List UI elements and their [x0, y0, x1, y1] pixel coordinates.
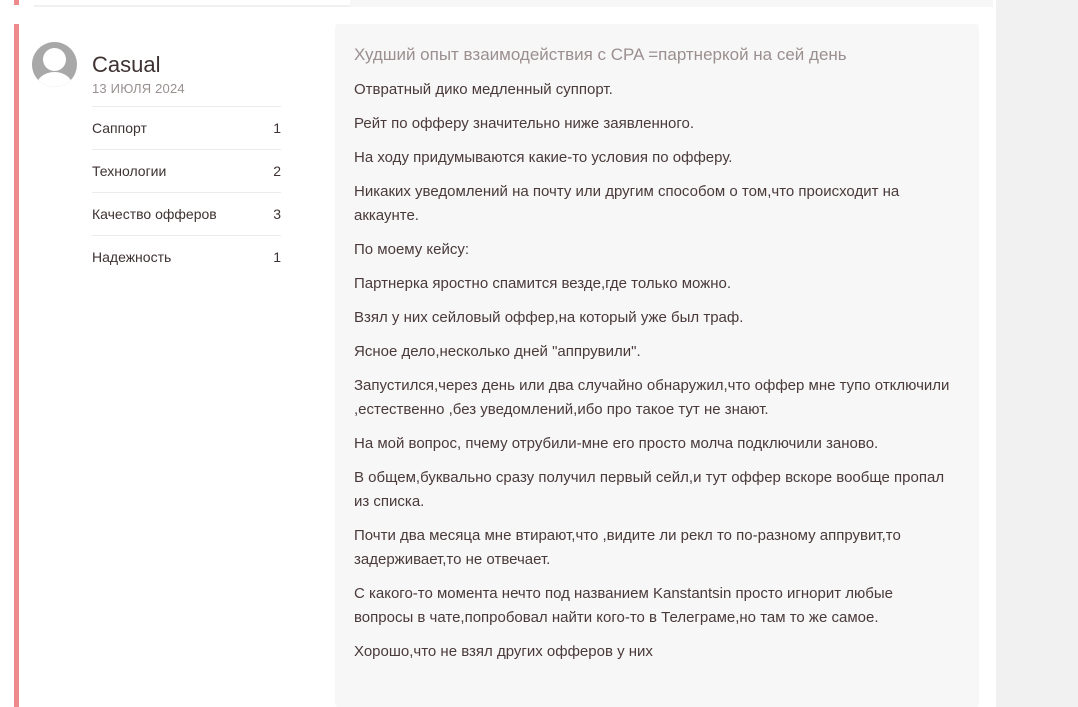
review-title: Худший опыт взаимодействия с CPA =партнеркой на сей день: [354, 45, 847, 64]
previous-review-card: [14, 0, 979, 7]
review-paragraph: Хорошо,что не взял других офферов у них: [354, 643, 653, 660]
previous-review-body: [350, 0, 993, 7]
review-paragraph: Никаких уведомлений на почту или другим способом о том,что происходит на аккаунте.: [354, 183, 900, 224]
previous-review-meta: [34, 0, 350, 7]
review-author: Casual: [92, 52, 161, 77]
review-paragraph: Почти два месяца мне втирают,что ,видите ли рекл то по-разному аппрувит,то задерживает,то не отвечает.: [354, 527, 901, 568]
review-paragraph: На ходу придумываются какие-то условия по офферу.: [354, 149, 733, 166]
review-paragraph: Взял у них сейловый оффер,на который уже был траф.: [354, 309, 744, 326]
rating-row: [92, 235, 281, 278]
right-sidebar-strip: [996, 0, 1078, 707]
rating-label: Технологии: [92, 163, 167, 179]
review-paragraph: Запустился,через день или два случайно обнаружил,что оффер мне тупо отключили ,естественно ,без уведомлений,ибо про такое тут не знают.: [354, 377, 950, 418]
review-paragraph: По моему кейсу:: [354, 241, 470, 258]
user-silhouette-icon: [32, 42, 77, 87]
review-paragraph: Отвратный дико медленный суппорт.: [354, 81, 613, 98]
review-accent-bar: [14, 24, 19, 707]
rating-value: 3: [273, 206, 281, 222]
rating-row: [92, 149, 281, 192]
review-paragraph: В общем,буквально сразу получил первый сейл,и тут оффер вскоре вообще пропал из списка.: [354, 469, 945, 510]
previous-review-accent: [14, 0, 19, 5]
rating-value: 2: [273, 163, 281, 179]
review-body: [354, 78, 954, 674]
review-paragraph: Ясное дело,несколько дней "аппрувили".: [354, 343, 641, 360]
rating-value: 1: [273, 249, 281, 265]
review-date: 13 ИЮЛЯ 2024: [92, 81, 185, 96]
rating-label: Саппорт: [92, 120, 147, 136]
review-paragraph: С какого-то момента нечто под названием Kanstantsin просто игнорит любые вопросы в чате,попробовал найти кого-то в Телеграме,но там то же самое.: [354, 585, 893, 626]
rating-row: [92, 192, 281, 235]
rating-row: [92, 106, 281, 149]
review-card: [14, 24, 979, 707]
review-content: [335, 24, 979, 707]
rating-label: Надежность: [92, 249, 172, 265]
rating-list: [92, 106, 281, 278]
review-paragraph: На мой вопрос, пчему отрубили-мне его просто молча подключили заново.: [354, 435, 879, 452]
review-paragraph: Рейт по офферу значительно ниже заявленного.: [354, 115, 695, 132]
review-paragraph: Партнерка яростно спамится везде,где только можно.: [354, 275, 732, 292]
rating-label: Качество офферов: [92, 206, 217, 222]
rating-value: 1: [273, 120, 281, 136]
